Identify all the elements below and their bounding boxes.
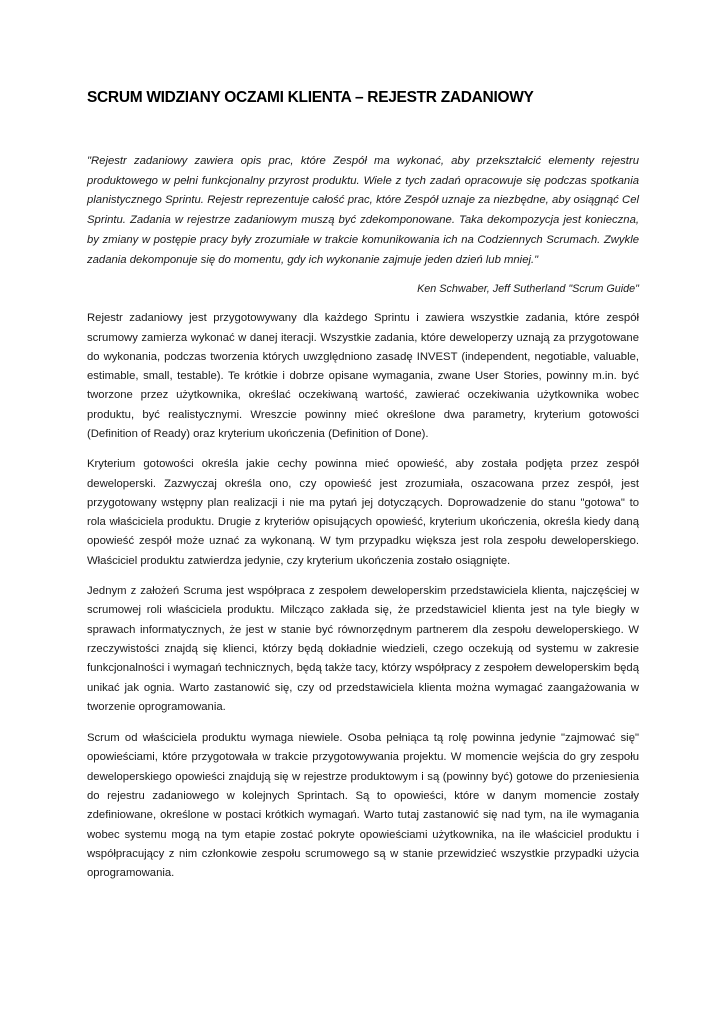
document-body <box>87 88 639 884</box>
scrum-guide-quote: "Rejestr zadaniowy zawiera opis prac, które Zespół ma wykonać, aby przekształcić elementy rejestru produktowego w pełni funkcjonalny przyrost produktu. Wiele z tych zadań opracowuje się podczas spotkania planistycznego Sprintu. Rejestr reprezentuje całość prac, które Zespół uznaje za niezbędne, aby osiągnąć Cel Sprintu. Zadania w rejestrze zadaniowym muszą być zdekomponowane. Taka dekompozycja jest konieczna, by zmiany w postępie pracy były zrozumiałe w trakcie komunikowania ich na Codziennych Scrumach. Zwykle zadania dekomponuje się do momentu, gdy ich wykonanie zajmuje jeden dzień lub mniej." <box>87 155 639 266</box>
quote-attribution: Ken Schwaber, Jeff Sutherland "Scrum Guide" <box>417 283 639 296</box>
paragraph-2: Kryterium gotowości określa jakie cechy powinna mieć opowieść, aby została podjęta przez zespół deweloperski. Zazwyczaj określa ono, czy opowieść jest zrozumiała, oszacowana przez zespół, jest przygotowany wstępny plan realizacji i nie ma pytań jej dotyczących. Doprowadzenie do stanu "gotowa" to rola właściciela produktu. Drugie z kryteriów opisujących opowieść, kryterium ukończenia, określa kiedy daną opowieść zespół może uznać za wykonaną. W tym przypadku większa jest rola zespołu deweloperskiego. Właściciel produktu zatwierdza jedynie, czy kryterium ukończenia zostało osiągnięte. <box>87 458 639 567</box>
document-title: SCRUM WIDZIANY OCZAMI KLIENTA – REJESTR ZADANIOWY <box>87 89 534 106</box>
paragraph-3: Jednym z założeń Scruma jest współpraca z zespołem deweloperskim przedstawiciela klienta, najczęściej w scrumowej roli właściciela produktu. Milcząco zakłada się, że przedstawiciel klienta jest na tyle biegły w sprawach informatycznych, że jest w stanie być równorzędnym partnerem dla zespołu deweloperskiego. W rzeczywistości znajdą się klienci, którzy będą dokładnie wiedzieli, czego oczekują od systemu w zakresie funkcjonalności i wymagań technicznych, będą także tacy, którzy współpracy z zespołem deweloperskim będą unikać jak ognia. Warto zastanowić się, czy od przedstawiciela klienta można wymagać zaangażowania w tworzenie oprogramowania. <box>87 585 639 713</box>
paragraph-4: Scrum od właściciela produktu wymaga niewiele. Osoba pełniąca tą rolę powinna jedynie "zajmować się" opowieściami, które przygotowała w trakcie przygotowywania projektu. W momencie wejścia do gry zespołu deweloperskiego opowieści znajdują się w rejestrze produktowym i są (powinny być) gotowe do przeniesienia do rejestru zadaniowego w kolejnych Sprintach. Są to opowieści, które w danym momencie zostały zdefiniowane, określone w postaci krótkich wymagań. Warto tutaj zastanowić się nad tym, na ile wymagania wobec systemu mogą na tym etapie zostać pokryte opowieściami użytkownika, na ile właściciel produktu i współpracujący z nim członkowie zespołu scrumowego są w stanie przewidzieć wszystkie przypadki użycia oprogramowania. <box>87 732 639 880</box>
paragraph-1: Rejestr zadaniowy jest przygotowywany dla każdego Sprintu i zawiera wszystkie zadania, które zespół scrumowy zamierza wykonać w danej iteracji. Wszystkie zadania, które deweloperzy uznają za przygotowane do wykonania, podczas tworzenia których uwzględniono zasadę INVEST (independent, negotiable, valuable, estimable, small, testable). Te krótkie i dobrze opisane wymagania, zwane User Stories, powinny m.in. być tworzone przez użytkownika, określać oczekiwaną wartość, zawierać oczekiwania użytkownika wobec produktu, być realistycznymi. Wreszcie powinny mieć określone dwa parametry, kryterium gotowości (Definition of Ready) oraz kryterium ukończenia (Definition of Done). <box>87 312 639 440</box>
